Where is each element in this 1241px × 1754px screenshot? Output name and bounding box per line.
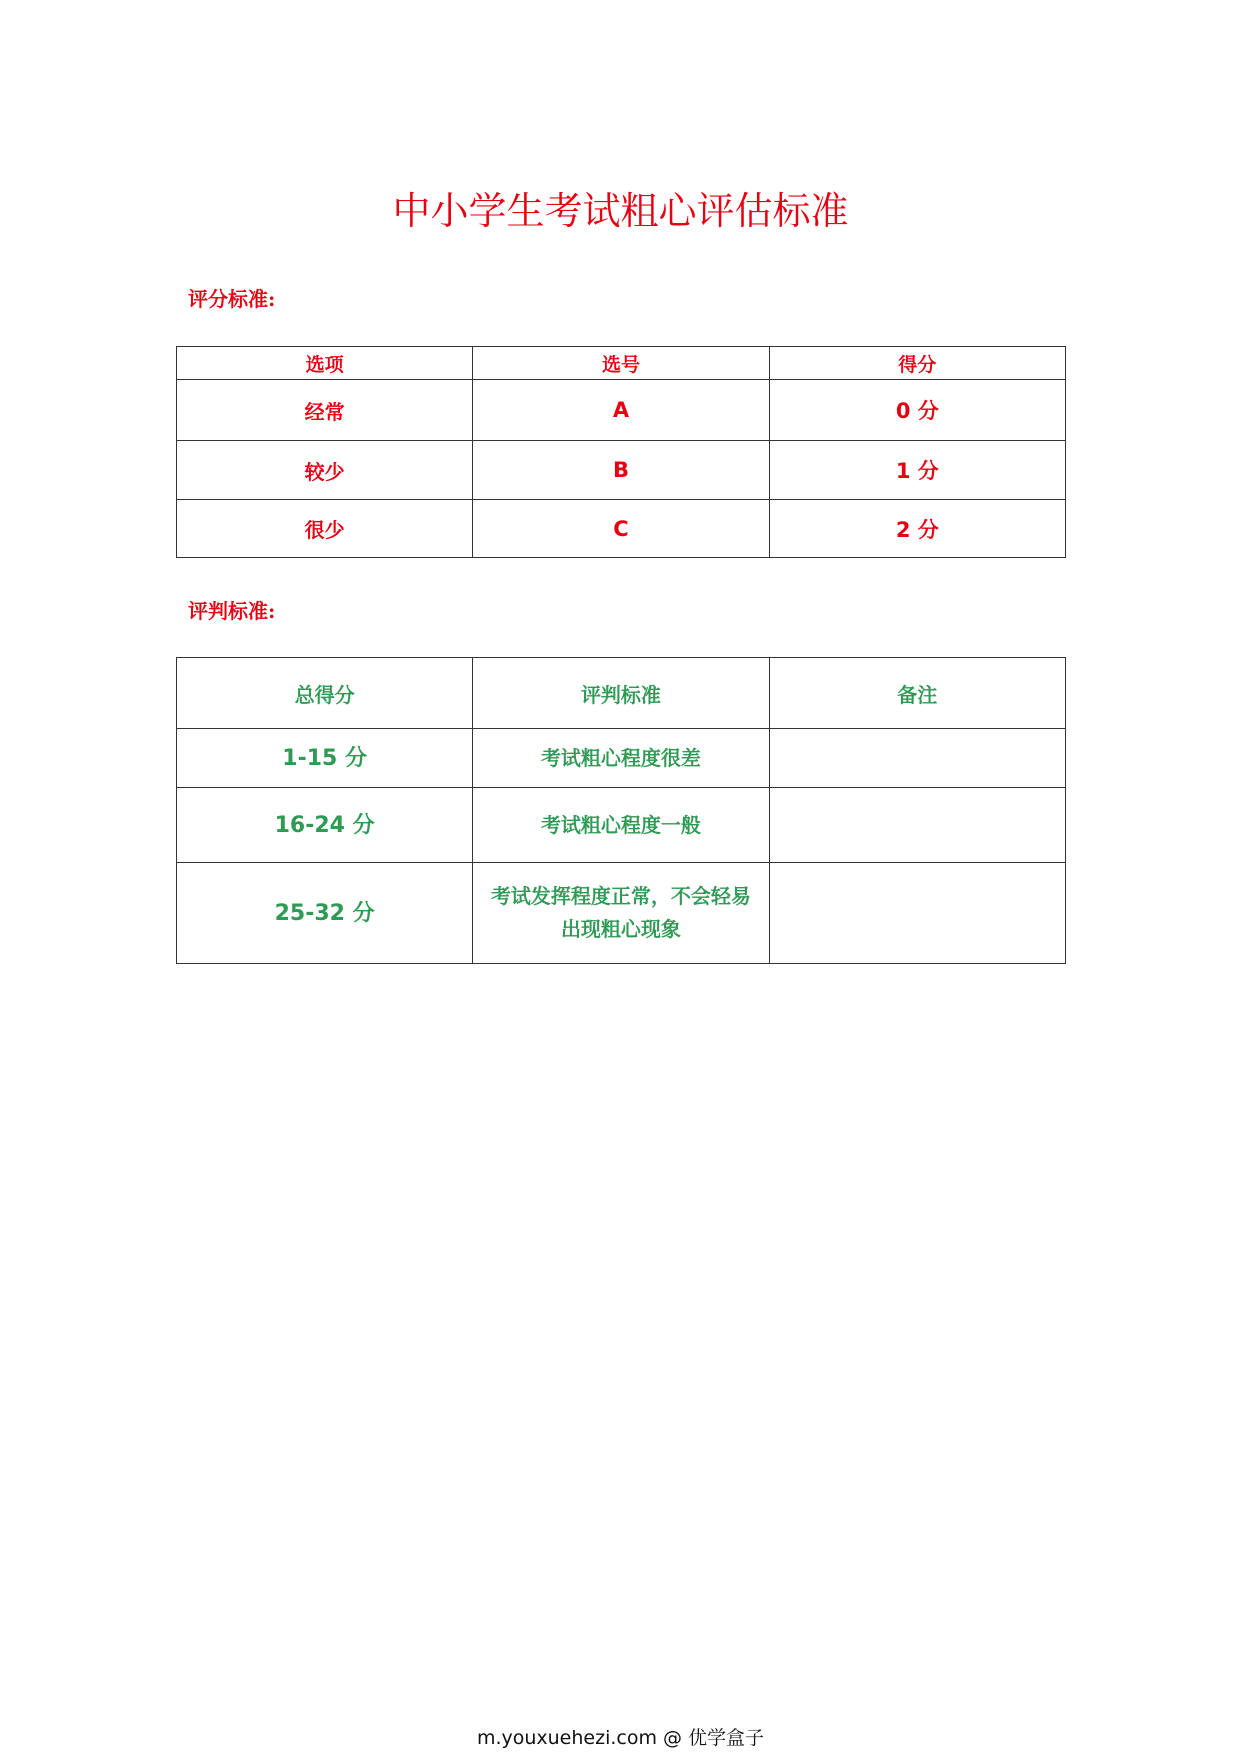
option-cell: 经常 (177, 380, 473, 441)
table-row (177, 788, 1066, 863)
score-cell (769, 441, 1065, 500)
header-standard: 评判标准 (473, 658, 769, 729)
note-cell (769, 788, 1065, 863)
judging-section-label: 评判标准: (188, 599, 276, 623)
header-score: 得分 (769, 347, 1065, 380)
range-cell: 1-15 分 (177, 729, 473, 788)
code-value: A (612, 398, 630, 422)
scoring-header-row (177, 347, 1066, 380)
option-cell: 很少 (177, 500, 473, 558)
table-row (177, 729, 1066, 788)
header-option: 选项 (177, 347, 473, 380)
code-value: B (612, 458, 629, 482)
standard-cell: 考试发挥程度正常，不会轻易出现粗心现象 (473, 863, 769, 964)
header-total-score: 总得分 (177, 658, 473, 729)
header-code: 选号 (473, 347, 769, 380)
table-row (177, 863, 1066, 964)
code-cell (473, 380, 769, 441)
header-note: 备注 (769, 658, 1065, 729)
judging-table (176, 657, 1066, 964)
standard-cell: 考试粗心程度很差 (473, 729, 769, 788)
score-value: 0 分 (895, 399, 939, 423)
table-row (177, 380, 1066, 441)
code-cell (473, 441, 769, 500)
code-cell (473, 500, 769, 558)
code-value: C (613, 516, 629, 541)
standard-cell: 考试粗心程度一般 (473, 788, 769, 863)
note-cell (769, 863, 1065, 964)
table-row (177, 500, 1066, 558)
score-value: 1 分 (895, 459, 939, 483)
option-cell: 较少 (177, 441, 473, 500)
page-title: 中小学生考试粗心评估标准 (392, 189, 849, 233)
range-cell: 16-24 分 (177, 788, 473, 863)
range-cell: 25-32 分 (177, 863, 473, 964)
score-value: 2 分 (895, 517, 939, 542)
table-row (177, 441, 1066, 500)
judging-header-row (177, 658, 1066, 729)
scoring-section-label: 评分标准: (188, 287, 276, 311)
score-cell (769, 500, 1065, 558)
score-cell (769, 380, 1065, 441)
note-cell (769, 729, 1065, 788)
scoring-table (176, 346, 1066, 558)
footer-watermark: m.youxuehezi.com @ 优学盒子 (476, 1727, 765, 1749)
